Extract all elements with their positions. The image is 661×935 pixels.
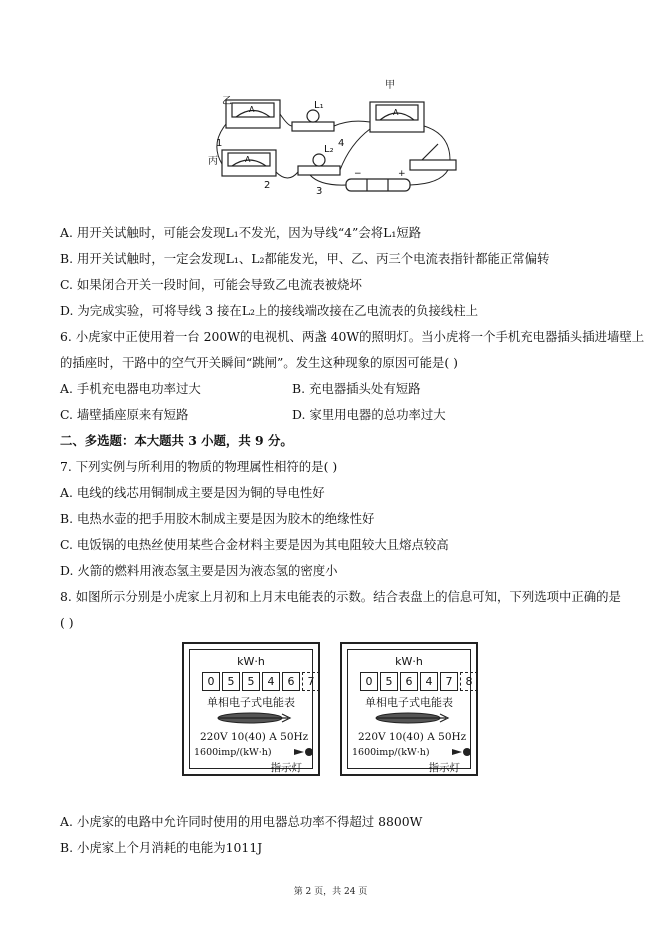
meter-title: 单相电子式电能表	[207, 696, 295, 709]
label-l2: L₂	[324, 144, 334, 155]
label-yi: 乙	[222, 96, 232, 107]
ammeter-bing-a: A	[245, 155, 251, 164]
indicator-led-icon	[294, 747, 314, 757]
meter-digit: 7	[440, 672, 458, 691]
battery-minus: −	[354, 169, 362, 179]
meter-digit-decimal: 8	[460, 672, 478, 691]
page-footer: 第 2 页，共 24 页	[293, 887, 368, 897]
q6-option-b: B. 充电器插头处有短路	[292, 381, 421, 396]
meter-unit: kW·h	[395, 655, 423, 668]
q6-stem-1: 6. 小虎家中正使用着一台 200W的电视机、两盏 40W的照明灯。当小虎将一个手机充电器插头插进墙壁上	[60, 329, 645, 344]
q7-option-b: B. 电热水壶的把手用胶木制成主要是因为胶木的绝缘性好	[60, 511, 375, 526]
meter-digit: 0	[202, 672, 220, 691]
meter-digit: 6	[400, 672, 418, 691]
q8-stem-2: ( )	[60, 615, 74, 630]
meter-title: 单相电子式电能表	[365, 696, 453, 709]
lamp-l1	[307, 110, 319, 122]
meter-indicator: 指示灯	[270, 762, 302, 774]
lamp-l1-base	[292, 122, 334, 131]
lamp-l2-base	[298, 166, 340, 175]
meter-digit: 0	[360, 672, 378, 691]
label-l1: L₁	[314, 100, 324, 111]
energy-meter-end	[340, 642, 478, 776]
q8-option-a: A. 小虎家的电路中允许同时使用的用电器总功率不得超过 8800W	[60, 814, 423, 829]
meter-digit: 5	[222, 672, 240, 691]
lamp-l2	[313, 154, 325, 166]
meter-imp: 1600imp/(kW·h)	[352, 747, 430, 758]
q5-option-c: C. 如果闭合开关一段时间，可能会导致乙电流表被烧坏	[60, 277, 362, 292]
section-heading-multi: 二、多选题：本大题共 3 小题，共 9 分。	[60, 433, 293, 448]
meter-indicator: 指示灯	[428, 762, 460, 774]
ammeter-yi-a: A	[249, 105, 255, 114]
q6-stem-2: 的插座时，干路中的空气开关瞬间“跳闸”。发生这种现象的原因可能是( )	[60, 355, 458, 370]
meter-digits	[360, 672, 480, 691]
q5-option-d: D. 为完成实验，可将导线 3 接在L₂上的接线端改接在乙电流表的负接线柱上	[60, 303, 479, 318]
meter-unit: kW·h	[237, 655, 265, 668]
meter-digit-decimal: 7	[302, 672, 320, 691]
q7-option-a: A. 电线的线芯用铜制成主要是因为铜的导电性好	[60, 485, 325, 500]
meter-digit: 6	[282, 672, 300, 691]
ammeter-jia-a: A	[393, 108, 399, 117]
meter-digit: 5	[242, 672, 260, 691]
label-wire1: 1	[216, 138, 223, 149]
q7-stem: 7. 下列实例与所利用的物质的物理属性相符的是( )	[60, 459, 338, 474]
meter-digit: 4	[420, 672, 438, 691]
meter-digit: 4	[262, 672, 280, 691]
indicator-led-icon	[452, 747, 472, 757]
label-bing: 丙	[208, 156, 218, 167]
meter-digit: 5	[380, 672, 398, 691]
q6-option-a: A. 手机充电器电功率过大	[60, 381, 201, 396]
meter-spec: 220V 10(40) A 50Hz	[358, 731, 467, 743]
q7-option-c: C. 电饭锅的电热丝使用某些合金材料主要是因为其电阻较大且熔点较高	[60, 537, 449, 552]
label-jia: 甲	[385, 80, 395, 91]
label-wire2: 2	[264, 180, 271, 191]
energy-meter-start	[182, 642, 320, 776]
meter-imp: 1600imp/(kW·h)	[194, 747, 272, 758]
battery-plus: +	[398, 169, 406, 179]
meter-disc-arrow-icon	[372, 710, 452, 726]
q7-option-d: D. 火箭的燃料用液态氢主要是因为液态氢的密度小	[60, 563, 338, 578]
q5-option-b: B. 用开关试触时，一定会发现L₁、L₂都能发光，甲、乙、丙三个电流表指针都能正常偏转	[60, 251, 550, 266]
circuit-diagram	[200, 74, 465, 198]
meter-spec: 220V 10(40) A 50Hz	[200, 731, 309, 743]
label-wire4: 4	[338, 138, 345, 149]
q6-option-d: D. 家里用电器的总功率过大	[292, 407, 446, 422]
q5-option-a: A. 用开关试触时，可能会发现L₁不发光，因为导线“4”会将L₁短路	[60, 225, 422, 240]
q8-stem-1: 8. 如图所示分别是小虎家上月初和上月末电能表的示数。结合表盘上的信息可知，下列选项中正确的是	[60, 589, 621, 604]
q8-option-b: B. 小虎家上个月消耗的电能为1011J	[60, 840, 263, 855]
meter-disc-arrow-icon	[214, 710, 294, 726]
q6-option-c: C. 墙壁插座原来有短路	[60, 407, 189, 422]
meter-digits	[202, 672, 322, 691]
label-wire3: 3	[316, 186, 323, 197]
switch	[410, 160, 456, 170]
battery	[346, 179, 410, 191]
